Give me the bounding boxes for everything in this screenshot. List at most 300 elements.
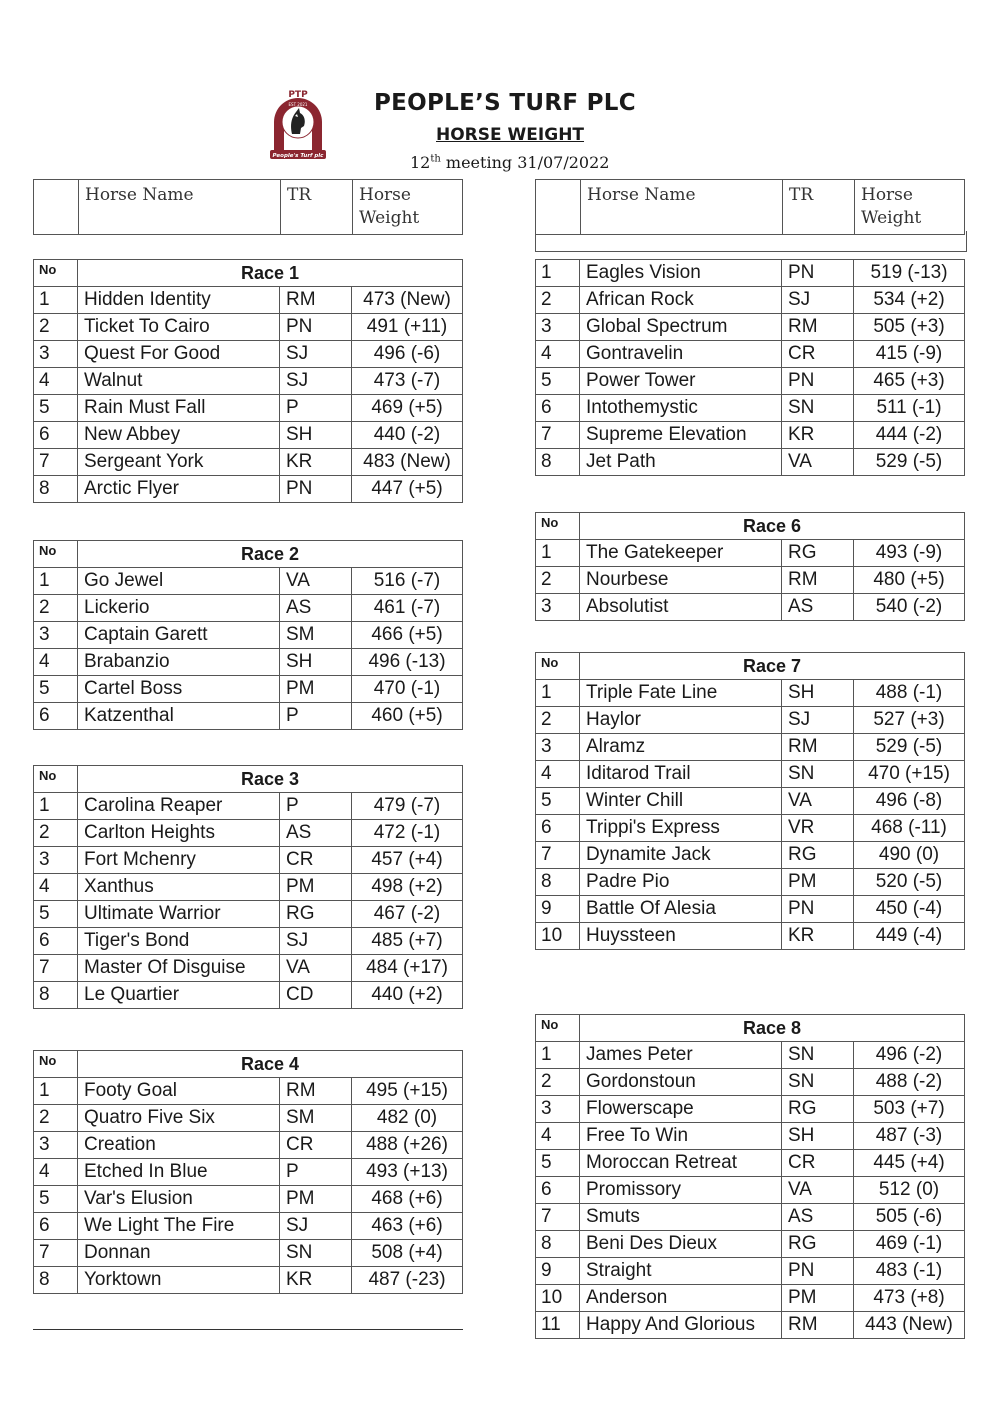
trainer-code: SJ bbox=[782, 707, 854, 734]
horse-name: Walnut bbox=[78, 368, 280, 395]
horse-row bbox=[536, 260, 965, 287]
trainer-code: SJ bbox=[280, 341, 352, 368]
trainer-code: CR bbox=[280, 1132, 352, 1159]
trainer-code: PM bbox=[280, 1186, 352, 1213]
race-title-row bbox=[536, 653, 965, 680]
header-no-cell bbox=[536, 180, 581, 235]
horse-number: 2 bbox=[34, 595, 78, 622]
horse-name: Quest For Good bbox=[78, 341, 280, 368]
horse-row bbox=[34, 847, 463, 874]
horse-number: 2 bbox=[34, 820, 78, 847]
horse-weight: 470 (-1) bbox=[352, 676, 463, 703]
horse-weight: 519 (-13) bbox=[854, 260, 965, 287]
horse-number: 2 bbox=[536, 567, 580, 594]
horse-name: Master Of Disguise bbox=[78, 955, 280, 982]
horse-name: Carlton Heights bbox=[78, 820, 280, 847]
horse-weight: 469 (+5) bbox=[352, 395, 463, 422]
horse-weight: 465 (+3) bbox=[854, 368, 965, 395]
trainer-code: PN bbox=[782, 896, 854, 923]
horse-weight: 457 (+4) bbox=[352, 847, 463, 874]
horse-name: Tiger's Bond bbox=[78, 928, 280, 955]
horse-name: Captain Garett bbox=[78, 622, 280, 649]
horse-weight: 488 (+26) bbox=[352, 1132, 463, 1159]
trainer-code: RM bbox=[782, 567, 854, 594]
horse-row bbox=[34, 793, 463, 820]
horse-weight: 512 (0) bbox=[854, 1177, 965, 1204]
trainer-code: VA bbox=[782, 1177, 854, 1204]
horse-number: 10 bbox=[536, 923, 580, 950]
trainer-code: PN bbox=[782, 1258, 854, 1285]
horse-row bbox=[536, 449, 965, 476]
horse-weight: 485 (+7) bbox=[352, 928, 463, 955]
header-horse-weight: Horse Weight bbox=[353, 180, 463, 235]
horse-number: 5 bbox=[34, 676, 78, 703]
horse-number: 7 bbox=[34, 955, 78, 982]
trainer-code: AS bbox=[280, 820, 352, 847]
horse-name: Anderson bbox=[580, 1285, 782, 1312]
header-horse-name: Horse Name bbox=[581, 180, 783, 235]
horse-number: 4 bbox=[536, 341, 580, 368]
horse-name: Sergeant York bbox=[78, 449, 280, 476]
horse-weight: 482 (0) bbox=[352, 1105, 463, 1132]
horse-row bbox=[34, 622, 463, 649]
horse-name: Happy And Glorious bbox=[580, 1312, 782, 1339]
horse-weight: 488 (-1) bbox=[854, 680, 965, 707]
trainer-code: RG bbox=[280, 901, 352, 928]
horse-weight: 503 (+7) bbox=[854, 1096, 965, 1123]
horse-number: 10 bbox=[536, 1285, 580, 1312]
horse-number: 6 bbox=[536, 815, 580, 842]
horse-weight: 473 (+8) bbox=[854, 1285, 965, 1312]
horse-weight: 468 (-11) bbox=[854, 815, 965, 842]
trainer-code: SJ bbox=[280, 928, 352, 955]
trainer-code: PN bbox=[280, 314, 352, 341]
meeting-date: meeting 31/07/2022 bbox=[440, 153, 610, 172]
no-label: No bbox=[536, 513, 580, 540]
race-4-table bbox=[33, 1050, 463, 1294]
horse-name: Alramz bbox=[580, 734, 782, 761]
horse-row bbox=[536, 594, 965, 621]
horse-number: 1 bbox=[34, 568, 78, 595]
horse-name: Xanthus bbox=[78, 874, 280, 901]
horse-number: 4 bbox=[34, 368, 78, 395]
horse-weight: 496 (-6) bbox=[352, 341, 463, 368]
trainer-code: RM bbox=[782, 314, 854, 341]
horse-name: Creation bbox=[78, 1132, 280, 1159]
horse-weight: 505 (-6) bbox=[854, 1204, 965, 1231]
race-title: Race 7 bbox=[580, 653, 965, 680]
no-label: No bbox=[34, 260, 78, 287]
trainer-code: CR bbox=[782, 341, 854, 368]
trainer-code: PM bbox=[280, 874, 352, 901]
trainer-code: KR bbox=[280, 1267, 352, 1294]
horse-number: 4 bbox=[34, 649, 78, 676]
horse-row bbox=[536, 896, 965, 923]
horse-row bbox=[34, 287, 463, 314]
race-title: Race 6 bbox=[580, 513, 965, 540]
horse-name: Free To Win bbox=[580, 1123, 782, 1150]
trainer-code: AS bbox=[782, 1204, 854, 1231]
horse-number: 3 bbox=[536, 594, 580, 621]
header-tr: TR bbox=[281, 180, 353, 235]
horse-weight: 505 (+3) bbox=[854, 314, 965, 341]
horse-name: New Abbey bbox=[78, 422, 280, 449]
trainer-code: SN bbox=[280, 1240, 352, 1267]
race-title-row bbox=[34, 1051, 463, 1078]
trainer-code: VA bbox=[280, 955, 352, 982]
no-label: No bbox=[34, 541, 78, 568]
horse-weight: 529 (-5) bbox=[854, 449, 965, 476]
horse-number: 6 bbox=[34, 1213, 78, 1240]
horse-row bbox=[536, 540, 965, 567]
horse-number: 8 bbox=[34, 1267, 78, 1294]
trainer-code: SM bbox=[280, 622, 352, 649]
horse-weight: 472 (-1) bbox=[352, 820, 463, 847]
horse-row bbox=[536, 1231, 965, 1258]
horse-row bbox=[536, 923, 965, 950]
trainer-code: P bbox=[280, 395, 352, 422]
horse-name: Iditarod Trail bbox=[580, 761, 782, 788]
horse-weight: 487 (-3) bbox=[854, 1123, 965, 1150]
horse-weight: 493 (-9) bbox=[854, 540, 965, 567]
horse-number: 6 bbox=[536, 1177, 580, 1204]
document-title: HORSE WEIGHT bbox=[436, 125, 585, 145]
horse-weight: 496 (-8) bbox=[854, 788, 965, 815]
horse-row bbox=[536, 1150, 965, 1177]
horse-name: Cartel Boss bbox=[78, 676, 280, 703]
logo-year: EST 2021 bbox=[288, 102, 308, 107]
race-6-table bbox=[535, 512, 965, 621]
race-title: Race 1 bbox=[78, 260, 463, 287]
trainer-code: PM bbox=[782, 869, 854, 896]
horse-row bbox=[536, 1312, 965, 1339]
horse-row bbox=[536, 1123, 965, 1150]
column-header-right bbox=[535, 179, 965, 235]
trainer-code: PN bbox=[280, 476, 352, 503]
horse-number: 3 bbox=[34, 1132, 78, 1159]
horse-number: 2 bbox=[536, 287, 580, 314]
horse-number: 3 bbox=[536, 734, 580, 761]
horse-row bbox=[34, 1213, 463, 1240]
horse-number: 9 bbox=[536, 896, 580, 923]
logo-text: PTP bbox=[288, 90, 308, 100]
horse-name: James Peter bbox=[580, 1042, 782, 1069]
trainer-code: SN bbox=[782, 1069, 854, 1096]
horse-row bbox=[34, 703, 463, 730]
horse-name: Lickerio bbox=[78, 595, 280, 622]
race-2-table bbox=[33, 540, 463, 730]
trainer-code: VR bbox=[782, 815, 854, 842]
trainer-code: KR bbox=[782, 422, 854, 449]
horse-name: The Gatekeeper bbox=[580, 540, 782, 567]
trainer-code: CR bbox=[782, 1150, 854, 1177]
horse-row bbox=[536, 567, 965, 594]
trainer-code: SH bbox=[782, 680, 854, 707]
horse-number: 6 bbox=[34, 928, 78, 955]
meeting-info bbox=[410, 153, 609, 172]
horse-number: 4 bbox=[536, 1123, 580, 1150]
horse-row bbox=[536, 869, 965, 896]
horse-row bbox=[536, 1285, 965, 1312]
horse-name: Eagles Vision bbox=[580, 260, 782, 287]
horse-name: Global Spectrum bbox=[580, 314, 782, 341]
horse-weight: 479 (-7) bbox=[352, 793, 463, 820]
race-title: Race 4 bbox=[78, 1051, 463, 1078]
horse-number: 1 bbox=[536, 260, 580, 287]
trainer-code: VA bbox=[782, 449, 854, 476]
horse-number: 6 bbox=[34, 422, 78, 449]
horse-weight: 527 (+3) bbox=[854, 707, 965, 734]
trainer-code: KR bbox=[280, 449, 352, 476]
race-8-table bbox=[535, 1014, 965, 1339]
horse-name: Footy Goal bbox=[78, 1078, 280, 1105]
horse-weight: 447 (+5) bbox=[352, 476, 463, 503]
horse-weight: 483 (-1) bbox=[854, 1258, 965, 1285]
company-name: PEOPLE’S TURF PLC bbox=[374, 90, 636, 116]
horse-row bbox=[34, 314, 463, 341]
trainer-code: P bbox=[280, 793, 352, 820]
horse-number: 4 bbox=[536, 761, 580, 788]
race-7-table bbox=[535, 652, 965, 950]
horse-row bbox=[34, 1186, 463, 1213]
horse-weight: 511 (-1) bbox=[854, 395, 965, 422]
trainer-code: SJ bbox=[280, 368, 352, 395]
column-header-left bbox=[33, 179, 463, 235]
horse-name: Le Quartier bbox=[78, 982, 280, 1009]
horse-row bbox=[34, 1240, 463, 1267]
horse-row bbox=[34, 1159, 463, 1186]
horse-number: 2 bbox=[536, 707, 580, 734]
trainer-code: PN bbox=[782, 368, 854, 395]
trainer-code: SN bbox=[782, 1042, 854, 1069]
horse-name: Supreme Elevation bbox=[580, 422, 782, 449]
race-5-title-strip bbox=[535, 231, 967, 252]
horse-row bbox=[536, 1096, 965, 1123]
horse-row bbox=[34, 982, 463, 1009]
horse-weight: 529 (-5) bbox=[854, 734, 965, 761]
horse-name: Donnan bbox=[78, 1240, 280, 1267]
trainer-code: SH bbox=[280, 422, 352, 449]
race-5-table bbox=[535, 259, 965, 476]
horse-row bbox=[34, 901, 463, 928]
horse-number: 5 bbox=[536, 1150, 580, 1177]
horse-weight: 467 (-2) bbox=[352, 901, 463, 928]
horse-name: Carolina Reaper bbox=[78, 793, 280, 820]
horse-weight: 460 (+5) bbox=[352, 703, 463, 730]
race-title: Race 8 bbox=[580, 1015, 965, 1042]
horse-weight: 463 (+6) bbox=[352, 1213, 463, 1240]
horse-name: Etched In Blue bbox=[78, 1159, 280, 1186]
horse-name: Dynamite Jack bbox=[580, 842, 782, 869]
horse-weight: 440 (-2) bbox=[352, 422, 463, 449]
horse-row bbox=[34, 820, 463, 847]
horse-weight: 470 (+15) bbox=[854, 761, 965, 788]
horse-weight: 468 (+6) bbox=[352, 1186, 463, 1213]
horse-row bbox=[34, 1105, 463, 1132]
horse-number: 4 bbox=[34, 874, 78, 901]
trainer-code: RM bbox=[782, 734, 854, 761]
horse-name: Jet Path bbox=[580, 449, 782, 476]
horse-number: 6 bbox=[536, 395, 580, 422]
horse-weight: 488 (-2) bbox=[854, 1069, 965, 1096]
horse-name: Smuts bbox=[580, 1204, 782, 1231]
race-title-row bbox=[34, 541, 463, 568]
race-1-table bbox=[33, 259, 463, 503]
horse-weight: 483 (New) bbox=[352, 449, 463, 476]
horse-number: 3 bbox=[34, 341, 78, 368]
horse-weight: 498 (+2) bbox=[352, 874, 463, 901]
horse-number: 5 bbox=[34, 1186, 78, 1213]
horse-weight: 496 (-13) bbox=[352, 649, 463, 676]
horse-row bbox=[34, 595, 463, 622]
horse-name: Rain Must Fall bbox=[78, 395, 280, 422]
trainer-code: PN bbox=[782, 260, 854, 287]
horse-name: Flowerscape bbox=[580, 1096, 782, 1123]
horse-row bbox=[536, 1258, 965, 1285]
horse-name: Var's Elusion bbox=[78, 1186, 280, 1213]
trainer-code: RG bbox=[782, 540, 854, 567]
trainer-code: RM bbox=[782, 1312, 854, 1339]
horse-row bbox=[34, 568, 463, 595]
horse-weight: 491 (+11) bbox=[352, 314, 463, 341]
company-logo bbox=[266, 86, 330, 162]
horse-number: 8 bbox=[536, 869, 580, 896]
horse-name: Ticket To Cairo bbox=[78, 314, 280, 341]
horse-row bbox=[34, 422, 463, 449]
horse-name: Promissory bbox=[580, 1177, 782, 1204]
horse-name: Hidden Identity bbox=[78, 287, 280, 314]
horse-number: 5 bbox=[536, 368, 580, 395]
horse-weight: 490 (0) bbox=[854, 842, 965, 869]
horse-row bbox=[34, 649, 463, 676]
horse-number: 2 bbox=[536, 1069, 580, 1096]
trainer-code: VA bbox=[280, 568, 352, 595]
trainer-code: RG bbox=[782, 1096, 854, 1123]
horse-name: Beni Des Dieux bbox=[580, 1231, 782, 1258]
horse-name: Battle Of Alesia bbox=[580, 896, 782, 923]
horse-name: Brabanzio bbox=[78, 649, 280, 676]
trainer-code: CD bbox=[280, 982, 352, 1009]
race-title: Race 2 bbox=[78, 541, 463, 568]
race-title: Race 3 bbox=[78, 766, 463, 793]
horse-weight: 450 (-4) bbox=[854, 896, 965, 923]
trainer-code: VA bbox=[782, 788, 854, 815]
trainer-code: SH bbox=[782, 1123, 854, 1150]
horse-number: 8 bbox=[34, 476, 78, 503]
trainer-code: RG bbox=[782, 1231, 854, 1258]
horse-number: 8 bbox=[34, 982, 78, 1009]
horse-number: 2 bbox=[34, 314, 78, 341]
horse-name: Quatro Five Six bbox=[78, 1105, 280, 1132]
horse-row bbox=[34, 1267, 463, 1294]
horse-row bbox=[536, 341, 965, 368]
horse-name: Triple Fate Line bbox=[580, 680, 782, 707]
trainer-code: RM bbox=[280, 287, 352, 314]
header-tr: TR bbox=[783, 180, 855, 235]
horse-weight: 516 (-7) bbox=[352, 568, 463, 595]
trainer-code: KR bbox=[782, 923, 854, 950]
horse-row bbox=[536, 842, 965, 869]
horse-weight: 495 (+15) bbox=[352, 1078, 463, 1105]
horse-weight: 445 (+4) bbox=[854, 1150, 965, 1177]
header-horse-name: Horse Name bbox=[79, 180, 281, 235]
horse-weight: 520 (-5) bbox=[854, 869, 965, 896]
race-title-row bbox=[34, 260, 463, 287]
horse-name: Fort Mchenry bbox=[78, 847, 280, 874]
horse-row bbox=[536, 680, 965, 707]
trainer-code: P bbox=[280, 703, 352, 730]
horse-name: Go Jewel bbox=[78, 568, 280, 595]
horse-row bbox=[536, 788, 965, 815]
horse-number: 3 bbox=[536, 314, 580, 341]
horse-name: Moroccan Retreat bbox=[580, 1150, 782, 1177]
trainer-code: P bbox=[280, 1159, 352, 1186]
horse-row bbox=[536, 314, 965, 341]
horse-number: 5 bbox=[34, 901, 78, 928]
trainer-code: SJ bbox=[782, 287, 854, 314]
horse-weight: 466 (+5) bbox=[352, 622, 463, 649]
horse-number: 8 bbox=[536, 1231, 580, 1258]
horse-weight: 493 (+13) bbox=[352, 1159, 463, 1186]
horse-row bbox=[34, 449, 463, 476]
horse-number: 1 bbox=[536, 540, 580, 567]
horse-weight: 473 (New) bbox=[352, 287, 463, 314]
horse-row bbox=[34, 928, 463, 955]
horse-row bbox=[34, 368, 463, 395]
horse-name: Gordonstoun bbox=[580, 1069, 782, 1096]
horse-row bbox=[536, 1204, 965, 1231]
horse-row bbox=[536, 395, 965, 422]
trainer-code: AS bbox=[280, 595, 352, 622]
horse-number: 11 bbox=[536, 1312, 580, 1339]
no-label: No bbox=[34, 1051, 78, 1078]
horse-row bbox=[34, 1078, 463, 1105]
trainer-code: SH bbox=[280, 649, 352, 676]
horse-weight: 480 (+5) bbox=[854, 567, 965, 594]
horse-number: 2 bbox=[34, 1105, 78, 1132]
horse-weight: 508 (+4) bbox=[352, 1240, 463, 1267]
horse-weight: 487 (-23) bbox=[352, 1267, 463, 1294]
horse-row bbox=[536, 1177, 965, 1204]
trainer-code: SM bbox=[280, 1105, 352, 1132]
no-label: No bbox=[536, 653, 580, 680]
horse-row bbox=[536, 1069, 965, 1096]
horse-number: 5 bbox=[536, 788, 580, 815]
horse-row bbox=[34, 1132, 463, 1159]
horse-weight: 473 (-7) bbox=[352, 368, 463, 395]
horse-row bbox=[536, 422, 965, 449]
trainer-code: SJ bbox=[280, 1213, 352, 1240]
horse-name: Nourbese bbox=[580, 567, 782, 594]
horse-number: 3 bbox=[34, 622, 78, 649]
horse-name: Huyssteen bbox=[580, 923, 782, 950]
horse-name: African Rock bbox=[580, 287, 782, 314]
horse-name: Padre Pio bbox=[580, 869, 782, 896]
horse-number: 4 bbox=[34, 1159, 78, 1186]
horse-name: Winter Chill bbox=[580, 788, 782, 815]
trainer-code: PM bbox=[782, 1285, 854, 1312]
horse-row bbox=[536, 761, 965, 788]
horse-weight: 540 (-2) bbox=[854, 594, 965, 621]
horse-name: Ultimate Warrior bbox=[78, 901, 280, 928]
horse-number: 3 bbox=[536, 1096, 580, 1123]
race-3-table bbox=[33, 765, 463, 1009]
horse-row bbox=[536, 1042, 965, 1069]
horse-name: Trippi's Express bbox=[580, 815, 782, 842]
horse-row bbox=[34, 341, 463, 368]
horse-number: 1 bbox=[34, 793, 78, 820]
horse-weight: 449 (-4) bbox=[854, 923, 965, 950]
